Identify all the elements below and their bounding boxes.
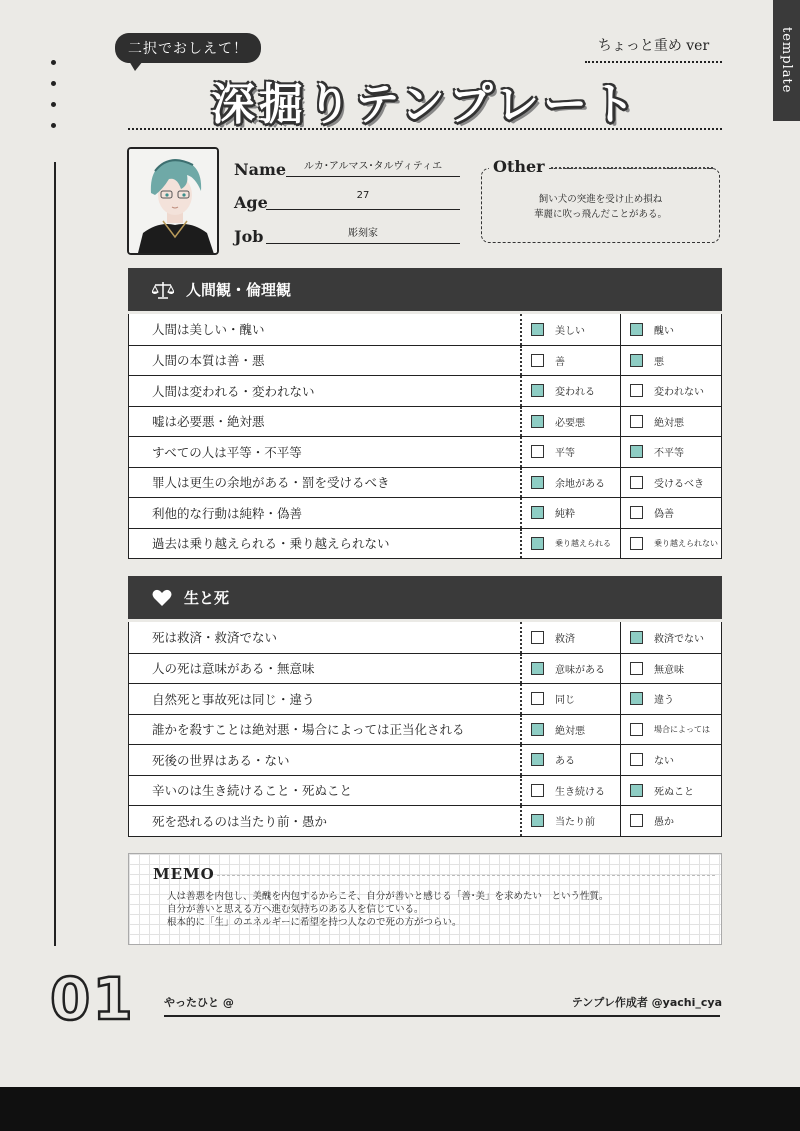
option-label: 平等 (555, 448, 575, 460)
checkbox[interactable] (630, 415, 643, 428)
checkbox[interactable] (531, 784, 544, 797)
option-a[interactable] (520, 498, 620, 528)
question-text: すべての人は平等・不平等 (152, 444, 302, 460)
option-b[interactable] (620, 437, 721, 467)
question-row (129, 436, 721, 467)
question-text: 死後の世界はある・ない (152, 752, 290, 768)
option-b[interactable] (620, 715, 721, 745)
question-row (129, 497, 721, 528)
checkbox[interactable] (630, 753, 643, 766)
checkbox[interactable] (630, 814, 643, 827)
option-label: 乗り越えられない (654, 538, 718, 548)
question-row (129, 467, 721, 498)
character-portrait-icon (129, 149, 219, 255)
question-text: 罪人は更生の余地がある・罰を受けるべき (152, 475, 390, 491)
checkbox[interactable] (531, 723, 544, 736)
option-a[interactable] (520, 622, 620, 653)
question-row (129, 653, 721, 684)
age-label: Age (234, 193, 268, 212)
option-b[interactable] (620, 407, 721, 437)
memo-label: MEMO (153, 865, 215, 883)
question-text: 誰かを殺すことは絶対悪・場合によっては正当化される (152, 722, 465, 738)
option-a[interactable] (520, 776, 620, 806)
checkbox[interactable] (630, 323, 643, 336)
question-row (129, 805, 721, 836)
checkbox[interactable] (531, 323, 544, 336)
checkbox[interactable] (630, 723, 643, 736)
option-label: 余地がある (555, 478, 605, 490)
option-label: 当たり前 (555, 817, 595, 829)
scales-icon (152, 281, 174, 299)
option-label: 不平等 (654, 448, 684, 460)
option-a[interactable] (520, 376, 620, 406)
option-a[interactable] (520, 314, 620, 345)
bottom-bar (0, 1087, 800, 1131)
question-list (128, 314, 722, 559)
question-text: 自然死と事故死は同じ・違う (152, 691, 315, 707)
option-label: 死ぬこと (654, 786, 694, 798)
option-a[interactable] (520, 529, 620, 559)
question-text: 人間は変われる・変われない (152, 383, 315, 399)
footer-divider (164, 1015, 720, 1017)
question-text: 人間の本質は善・悪 (152, 353, 265, 369)
option-label: 絶対悪 (555, 725, 585, 737)
question-row (129, 775, 721, 806)
option-b[interactable] (620, 498, 721, 528)
option-a[interactable] (520, 437, 620, 467)
age-value: 27 (266, 190, 460, 210)
version-label: ちょっと重め ver (585, 35, 722, 63)
option-b[interactable] (620, 529, 721, 559)
heart-icon (152, 589, 172, 607)
checkbox[interactable] (630, 631, 643, 644)
option-label: 愚か (654, 817, 674, 829)
question-row (129, 345, 721, 376)
checkbox[interactable] (531, 506, 544, 519)
checkbox[interactable] (531, 445, 544, 458)
option-label: 必要悪 (555, 417, 585, 429)
question-text: 死を恐れるのは当たり前・愚か (152, 813, 328, 829)
other-text: 飼い犬の突進を受け止め損ね 華麗に吹っ飛んだことがある。 (533, 194, 667, 220)
option-label: 場合によっては (654, 724, 710, 734)
checkbox[interactable] (531, 631, 544, 644)
option-label: 変われない (654, 387, 704, 399)
option-a[interactable] (520, 684, 620, 714)
name-value: ルカ･アルマス･タルヴィティエ (286, 157, 460, 177)
option-label: 救済 (555, 633, 575, 645)
checkbox[interactable] (630, 445, 643, 458)
option-label: 美しい (555, 325, 585, 337)
margin-line (54, 162, 56, 946)
checkbox[interactable] (531, 692, 544, 705)
option-a[interactable] (520, 715, 620, 745)
option-label: ない (654, 756, 674, 768)
checkbox[interactable] (531, 753, 544, 766)
option-b[interactable] (620, 745, 721, 775)
option-label: 生き続ける (555, 786, 605, 798)
checkbox[interactable] (630, 506, 643, 519)
question-text: 辛いのは生き続けること・死ぬこと (152, 783, 353, 799)
speech-bubble: 二択でおしえて！ (115, 33, 261, 63)
checkbox[interactable] (630, 384, 643, 397)
option-label: 受けるべき (654, 478, 704, 490)
checkbox[interactable] (630, 476, 643, 489)
section-title: 人間観・倫理観 (186, 281, 292, 299)
option-label: 無意味 (654, 664, 684, 676)
question-row (129, 714, 721, 745)
option-label: ある (555, 756, 575, 768)
memo-box (128, 853, 722, 945)
question-text: 嘘は必要悪・絶対悪 (152, 414, 265, 430)
title-divider (128, 128, 722, 130)
question-text: 利他的な行動は純粋・偽善 (152, 505, 303, 521)
checkbox[interactable] (531, 537, 544, 550)
question-text: 過去は乗り越えられる・乗り越えられない (152, 536, 390, 552)
name-field (234, 155, 460, 179)
option-a[interactable] (520, 806, 620, 836)
question-text: 死は救済・救済でない (152, 630, 278, 646)
option-label: 善 (555, 356, 565, 368)
option-a[interactable] (520, 346, 620, 376)
option-label: 変われる (555, 387, 595, 399)
question-row (129, 528, 721, 559)
checkbox[interactable] (531, 415, 544, 428)
age-field (234, 188, 460, 212)
option-a[interactable] (520, 407, 620, 437)
option-b[interactable] (620, 468, 721, 498)
option-label: 醜い (654, 325, 674, 337)
job-value: 彫刻家 (266, 224, 460, 244)
section-life-death (128, 576, 722, 837)
option-b[interactable] (620, 776, 721, 806)
option-b[interactable] (620, 654, 721, 684)
question-row (129, 683, 721, 714)
option-b[interactable] (620, 684, 721, 714)
checkbox[interactable] (630, 662, 643, 675)
option-b[interactable] (620, 346, 721, 376)
option-label: 偽善 (654, 509, 674, 521)
name-label: Name (234, 160, 287, 179)
question-list (128, 622, 722, 837)
section-header (128, 576, 722, 619)
sheet-number: 01 (50, 965, 135, 1033)
section-header (128, 268, 722, 311)
decorative-dots (51, 60, 56, 144)
option-a[interactable] (520, 654, 620, 684)
question-row (129, 744, 721, 775)
page-title: 深掘りテンプレート (210, 79, 640, 130)
checkbox[interactable] (531, 476, 544, 489)
checkbox[interactable] (531, 662, 544, 675)
checkbox[interactable] (630, 784, 643, 797)
checkbox[interactable] (630, 692, 643, 705)
job-label: Job (234, 227, 264, 246)
other-label: Other (489, 157, 549, 176)
option-b[interactable] (620, 806, 721, 836)
memo-text: 人は善悪を内包し、美醜を内包するからこそ、自分が善いと感じる「善･美」を求めたい という性質。 自分が善いと思える方へ進む気持ちのある人を信じている。 根本的に「生」のエネルギーに希望を持つ人なので死の方がつらい。 (167, 891, 609, 928)
avatar (127, 147, 219, 255)
other-divider (543, 167, 713, 169)
option-label: 絶対悪 (654, 417, 684, 429)
option-label: 意味がある (555, 664, 605, 676)
question-row (129, 314, 721, 345)
question-text: 人間は美しい・醜い (152, 322, 265, 338)
checkbox[interactable] (630, 354, 643, 367)
checkbox[interactable] (630, 537, 643, 550)
side-tab: template (773, 0, 800, 121)
question-text: 人の死は意味がある・無意味 (152, 661, 315, 677)
option-a[interactable] (520, 468, 620, 498)
option-label: 悪 (654, 356, 664, 368)
job-field (234, 222, 460, 246)
checkbox[interactable] (531, 814, 544, 827)
author-credit: テンプレ作成者 @yachi_cya (571, 996, 722, 1009)
question-row (129, 622, 721, 653)
option-a[interactable] (520, 745, 620, 775)
player-credit: やったひと @ (164, 996, 234, 1009)
checkbox[interactable] (531, 384, 544, 397)
checkbox[interactable] (531, 354, 544, 367)
section-ethics (128, 268, 722, 559)
section-title: 生と死 (184, 589, 230, 607)
option-b[interactable] (620, 314, 721, 345)
option-b[interactable] (620, 376, 721, 406)
option-label: 違う (654, 695, 674, 707)
option-label: 救済でない (654, 633, 704, 645)
option-label: 同じ (555, 695, 575, 707)
option-b[interactable] (620, 622, 721, 653)
question-row (129, 406, 721, 437)
option-label: 乗り越えられる (555, 538, 611, 548)
option-label: 純粋 (555, 509, 575, 521)
question-row (129, 375, 721, 406)
